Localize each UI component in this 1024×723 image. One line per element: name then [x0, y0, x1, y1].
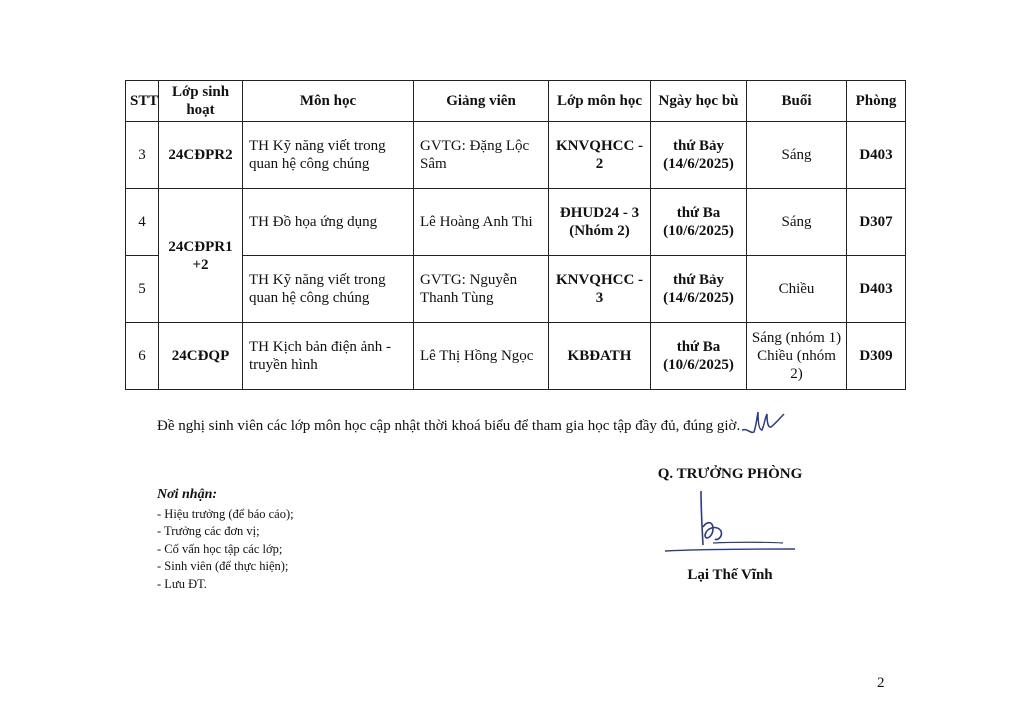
- header-lecturer: Giảng viên: [414, 81, 549, 122]
- cell-course-class: ĐHUD24 - 3 (Nhóm 2): [549, 189, 651, 256]
- cell-subject: TH Kịch bản điện ảnh - truyền hình: [243, 323, 414, 390]
- cell-course-class: KNVQHCC - 2: [549, 122, 651, 189]
- cell-session: Chiều: [747, 256, 847, 323]
- instruction-note: Đề nghị sinh viên các lớp môn học cập nhật thời khoá biểu để tham gia học tập đầy đủ, đúng giờ.: [157, 418, 741, 434]
- header-session: Buổi: [747, 81, 847, 122]
- initials-mark: [740, 408, 786, 438]
- cell-makeup-date: thứ Bảy (14/6/2025): [651, 122, 747, 189]
- recipient-item: - Lưu ĐT.: [157, 576, 207, 591]
- signer-name: Lại Thế Vĩnh: [687, 567, 773, 583]
- cell-class: 24CĐQP: [159, 323, 243, 390]
- cell-stt: 5: [126, 256, 159, 323]
- header-stt: STT: [126, 81, 159, 122]
- cell-session: Sáng: [747, 189, 847, 256]
- cell-room: D307: [847, 189, 906, 256]
- makeup-schedule-table: [125, 80, 906, 390]
- cell-class: 24CĐPR1 +2: [159, 189, 243, 323]
- cell-subject: TH Kỹ năng viết trong quan hệ công chúng: [243, 256, 414, 323]
- cell-lecturer: GVTG: Nguyễn Thanh Tùng: [414, 256, 549, 323]
- cell-session: Sáng (nhóm 1) Chiều (nhóm 2): [747, 323, 847, 390]
- cell-room: D309: [847, 323, 906, 390]
- page-number: 2: [877, 675, 885, 691]
- recipient-item: - Trưởng các đơn vị;: [157, 524, 260, 538]
- cell-stt: 6: [126, 323, 159, 390]
- header-makeup-date: Ngày học bù: [651, 81, 747, 122]
- cell-subject: TH Đồ họa ứng dụng: [243, 189, 414, 256]
- header-subject: Môn học: [243, 81, 414, 122]
- signature-block: [610, 466, 850, 584]
- recipient-item: - Hiệu trưởng (để báo cáo);: [157, 506, 294, 521]
- cell-stt: 4: [126, 189, 159, 256]
- handwritten-signature: [655, 487, 805, 557]
- cell-lecturer: Lê Hoàng Anh Thi: [414, 189, 549, 256]
- cell-makeup-date: thứ Bảy (14/6/2025): [651, 256, 747, 323]
- table-row: [126, 122, 906, 189]
- cell-makeup-date: thứ Ba (10/6/2025): [651, 323, 747, 390]
- recipient-item: - Cố vấn học tập các lớp;: [157, 541, 283, 556]
- cell-course-class: KBĐATH: [549, 323, 651, 390]
- cell-room: D403: [847, 256, 906, 323]
- cell-subject: TH Kỹ năng viết trong quan hệ công chúng: [243, 122, 414, 189]
- table-row: [126, 256, 906, 323]
- signer-title: Q. TRƯỞNG PHÒNG: [657, 466, 803, 482]
- header-room: Phòng: [847, 81, 906, 122]
- cell-course-class: KNVQHCC - 3: [549, 256, 651, 323]
- cell-class: 24CĐPR2: [159, 122, 243, 189]
- cell-lecturer: Lê Thị Hồng Ngọc: [414, 323, 549, 390]
- recipients-heading: Nơi nhận:: [157, 487, 218, 502]
- recipients-block: [157, 486, 294, 593]
- cell-room: D403: [847, 122, 906, 189]
- header-course-class: Lớp môn học: [549, 81, 651, 122]
- table-row: [126, 323, 906, 390]
- cell-stt: 3: [126, 122, 159, 189]
- cell-session: Sáng: [747, 122, 847, 189]
- header-class: Lớp sinh hoạt: [159, 81, 243, 122]
- cell-makeup-date: thứ Ba (10/6/2025): [651, 189, 747, 256]
- recipient-item: - Sinh viên (để thực hiện);: [157, 559, 289, 573]
- table-header-row: [126, 81, 906, 122]
- cell-lecturer: GVTG: Đặng Lộc Sâm: [414, 122, 549, 189]
- table-row: [126, 189, 906, 256]
